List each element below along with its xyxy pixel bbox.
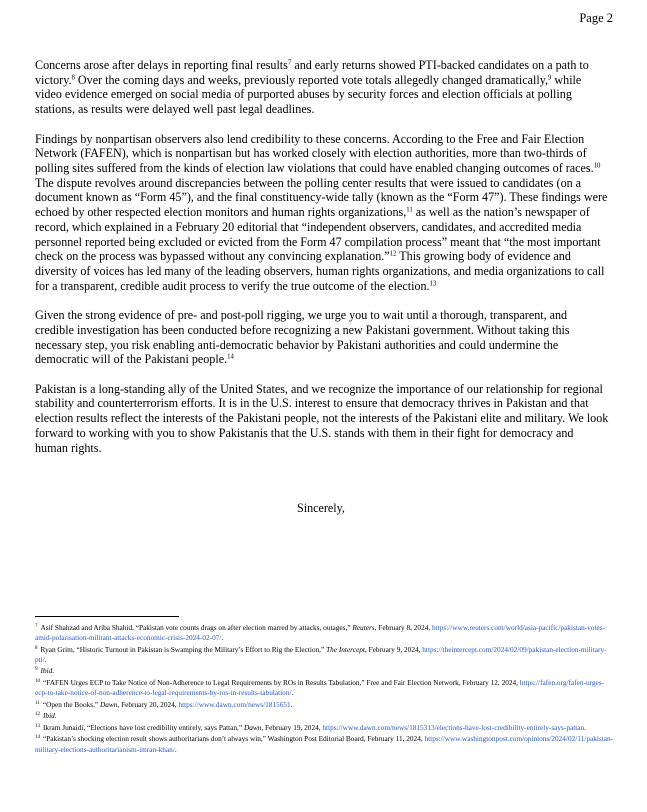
closing-salutation: Sincerely, [297, 501, 345, 515]
footnote-entry [35, 734, 615, 754]
text-run: This growing body of evidence and diversity of voices has led many of the leading observers, human rights organizations, and media organizations to call for a transparent, credible audit process to verify the true outcome of the election. [35, 249, 605, 293]
text-run: Over the coming days and weeks, previously reported vote totals allegedly changed dramatically, [74, 72, 548, 87]
text-run: while video evidence emerged on social media of purported abuses by security forces and election officials at polling stations, as results were delayed well past legal deadlines. [35, 72, 582, 117]
text-run: The dispute revolves around discrepancies between the polling center results that were issued to candidates (on a document known as “Form 45”), and the final constituency-wide tally (known as the “Form 47”). These findings were echoed by other respected election monitors and human rights organizations, [35, 175, 608, 220]
footnote-entry [35, 700, 615, 710]
footnote-link[interactable]: https://www.dawn.com/news/1815313/elections-have-lost-credibility-entirely-says-pattan [322, 722, 585, 732]
footnote-number: 12 [35, 712, 40, 718]
body-paragraph [35, 308, 609, 367]
text-run: . [221, 633, 224, 643]
text-run: Findings by nonpartisan observers also lend credibility to these concerns. According to the Free and Fair Election Network (FAFEN), which is nonpartisan but has worked closely with election authorities, more than two-thirds of polling sites suffered from the kinds of election law violations that could have enabled changing outcomes of races. [35, 131, 594, 176]
text-run: “Open the Books,” [42, 699, 100, 709]
footnote-divider [35, 616, 179, 617]
text-run: , February 9, 2024, [364, 644, 423, 654]
text-run: Pakistan is a long-standing ally of the United States, and we recognize the importance of our relationship for regional stability and counterterrorism efforts. It is in the U.S. interest to ensure that democracy thrives in Pakistan and that election results reflect the interests of the Pakistani people, not the interests of the Pakistani elite and military. We look forward to working with you to show Pakistanis that the U.S. stands with them in their fight for democracy and human rights. [35, 381, 609, 455]
text-run: . [174, 744, 177, 754]
footnote-entry [35, 645, 615, 665]
footnote-number: 13 [35, 723, 40, 729]
italic-text: Reuters [352, 623, 375, 632]
text-run: . [290, 699, 293, 709]
text-run: , February 20, 2024, [117, 699, 179, 709]
text-run: Asif Shahzad and Ariba Shahid, “Pakistan vote counts drags on after election marred by attacks, outages,” [40, 623, 353, 632]
page-number: Page 2 [579, 11, 613, 25]
footnote-reference[interactable]: 11 [406, 206, 413, 214]
text-run: as well as the nation’s newspaper of record, which explained in a February 20 editorial that “independent observers, candidates, and accredited media personnel reported being excluded or evicted from the Form 47 compilation process” meant that “the most important check on the process was bypassed without any convincing explanation.” [35, 205, 601, 264]
italic-text: The Intercept [326, 644, 365, 654]
text-run: Given the strong evidence of pre- and post-poll rigging, we urge you to wait until a thorough, transparent, and credible investigation has been conducted before recognizing a new Pakistani government. Without taking this necessary step, you risk enabling anti-democratic behavior by Pakistani authorities and could undermine the democratic will of the Pakistani people. [35, 308, 570, 367]
footnote-number: 8 [35, 645, 38, 651]
footnote-reference[interactable]: 10 [593, 162, 601, 170]
body-paragraph [35, 132, 609, 294]
footnote-number: 14 [35, 735, 40, 741]
footnote-entry [35, 666, 615, 676]
footnote-number: 9 [35, 667, 38, 673]
footnote-reference[interactable]: 12 [389, 250, 397, 258]
letter-body [35, 58, 609, 470]
body-paragraph [35, 382, 609, 456]
body-paragraph [35, 58, 609, 117]
footnote-entry [35, 623, 615, 643]
footnote-reference[interactable]: 7 [287, 59, 292, 67]
footnote-reference[interactable]: 8 [71, 74, 75, 82]
footnote-number: 7 [35, 624, 38, 629]
footnote-reference[interactable]: 14 [227, 353, 234, 361]
italic-text: Ibid. [43, 711, 57, 721]
italic-text: Dawn [243, 722, 262, 732]
text-run: . [584, 722, 586, 732]
text-run: , February 8, 2024, [374, 623, 433, 632]
text-run: . [291, 688, 294, 698]
text-run: “Pakistan’s shocking election result shows authoritarians don’t always win,” Washington Post Editorial Board, February 11, 2024, [43, 734, 425, 744]
text-run: Concerns arose after delays in reporting final results [35, 58, 288, 72]
footnote-reference[interactable]: 9 [547, 74, 552, 82]
footnote-number: 11 [35, 700, 40, 706]
footnote-reference[interactable]: 13 [429, 280, 437, 288]
footnote-entry [35, 723, 615, 733]
footnote-number: 10 [35, 678, 40, 684]
text-run: and early returns showed PTI-backed candidates on a path to victory. [35, 58, 589, 87]
footnote-link[interactable]: https://www.washingtonpost.com/opinions/2024/02/11/pakistan-military-elections-authoritarianism-imran-khan/ [35, 734, 614, 754]
footnote-link[interactable]: https://www.reuters.com/world/asia-pacific/pakistan-votes-amid-polarisation-militant-attacks-economic-crisis-2024-02-07/ [35, 623, 605, 643]
text-run: , February 19, 2024, [261, 722, 323, 732]
footnotes [35, 623, 615, 756]
italic-text: Dawn [99, 699, 118, 709]
footnote-link[interactable]: https://fafen.org/fafen-urges-ecp-to-take-notice-of-non-adherence-to-legal-requirements-by-ros-in-results-tabulation/ [35, 677, 605, 698]
text-run: Ikram Junaidi, “Elections have lost credibility entirely, says Pattan,” [43, 722, 244, 732]
footnote-link[interactable]: https://theintercept.com/2024/02/09/pakistan-election-military-pti/ [35, 644, 607, 664]
footnote-link[interactable]: https://www.dawn.com/news/1815651 [178, 699, 291, 709]
footnote-entry [35, 711, 615, 721]
footnote-entry [35, 678, 615, 698]
text-run: Ryan Grim, “Historic Turnout in Pakistan is Swamping the Military’s Effort to Rig the Election,” [40, 644, 327, 654]
text-run: “FAFEN Urges ECP to Take Notice of Non-Adherence to Legal Requirements by ROs in Results Tabulation,” Free and Fair Election Network, February 12, 2024, [43, 677, 520, 687]
italic-text: Ibid. [40, 666, 55, 676]
text-run: . [44, 654, 47, 664]
